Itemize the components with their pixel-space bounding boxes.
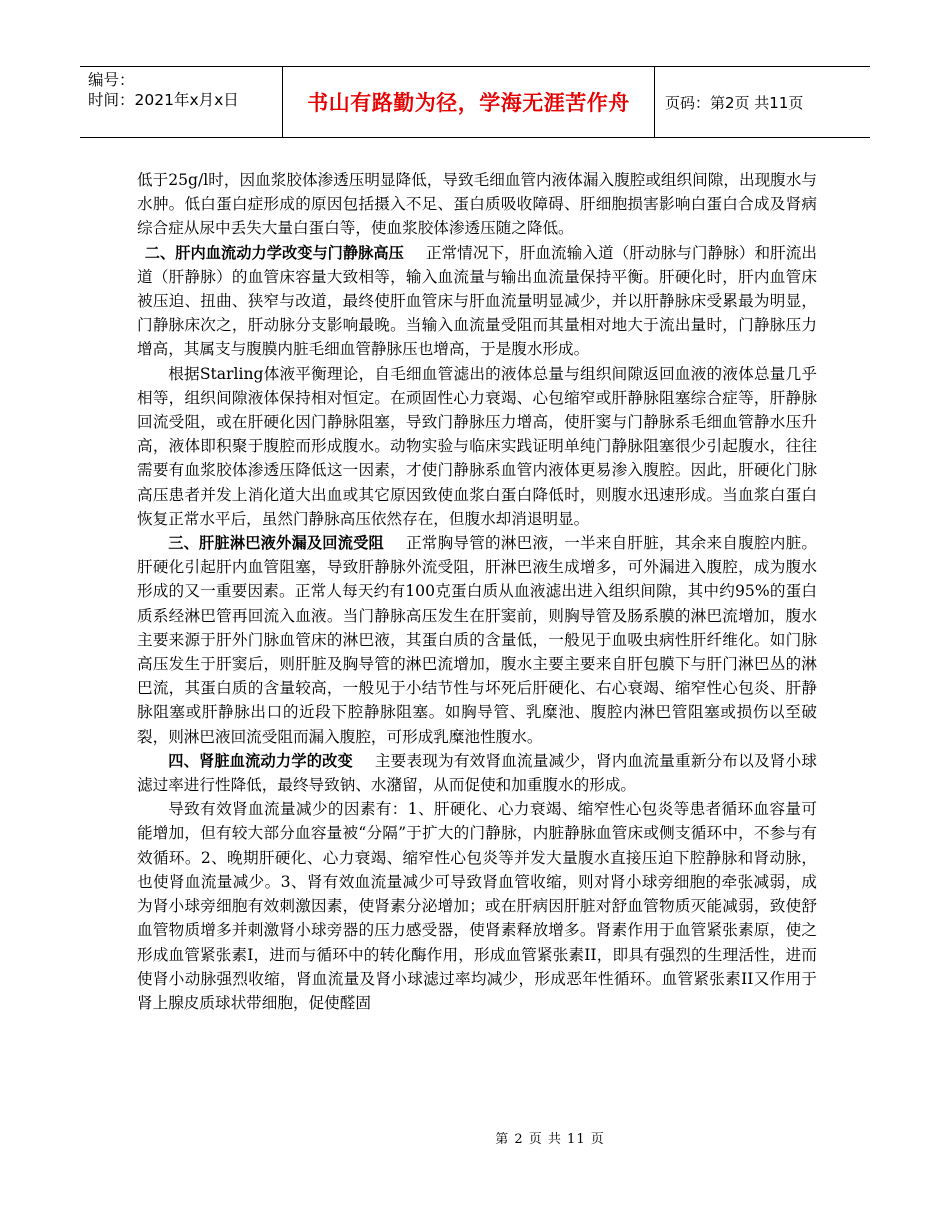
paragraph-5 bbox=[137, 749, 817, 797]
document-number-label: 编号： bbox=[88, 71, 135, 89]
paragraph-6: 导致有效肾血流量减少的因素有：1、肝硬化、心力衰竭、缩窄性心包炎等患者循环血容量可能增加，但有较大部分血容量被“分隔”于扩大的门静脉，内脏静脉血管床或侧支循环中，不参与有效循环。2、晚期肝硬化、心力衰竭、缩窄性心包炎等并发大量腹水直接压迫下腔静脉和肾动脉，也使肾血流量减少。3、肾有效血流量减少可导致肾血管收缩，则对肾小球旁细胞的牵张减弱，成为肾小球旁细胞有效刺激因素，使肾素分泌增加；或在肝病因肝脏对舒血管物质灭能减弱，致使舒血管物质增多并刺激肾小球旁器的压力感受器，使肾素释放增多。肾素作用于血管紧张素原，使之形成血管紧张素I，进而与循环中的转化酶作用，形成血管紧张素II，即具有强烈的生理活性，进而使肾小动脉强烈收缩，肾血流量及肾小球滤过率均减少，形成恶年性循环。血管紧张素II又作用于肾上腺皮质球状带细胞，促使醛固 bbox=[137, 800, 817, 1012]
document-body bbox=[137, 168, 817, 1015]
section-heading-3: 三、肝脏淋巴液外漏及回流受阻 bbox=[168, 534, 384, 553]
document-date-label: 时间：2021年x月x日 bbox=[88, 91, 239, 109]
paragraph-1: 低于25g/l时，因血浆胶体渗透压明显降低，导致毛细血管内液体漏入腹腔或组织间隙，出现腹水与水肿。低白蛋白症形成的原因包括摄入不足、蛋白质吸收障碍、肝细胞损害影响白蛋白合成及肾病综合症从尿中丢失大量白蛋白等，使血浆胶体渗透压随之降低。 bbox=[137, 171, 817, 238]
paragraph-2 bbox=[137, 241, 817, 362]
header-page-info: 页码：第2页 共11页 bbox=[665, 93, 804, 112]
paragraph-4-text: 正常胸导管的淋巴液，一半来自肝脏，其余来自腹腔内脏。肝硬化引起肝内血管阻塞，导致肝静脉外流受阻，肝淋巴液生成增多，可外漏进入腹腔，成为腹水形成的又一重要因素。正常人每天约有100克蛋白质从血液滤出进入组织间隙，其中约95%的蛋白质系经淋巴管再回流入血液。当门静脉高压发生在肝窦前，则胸导管及肠系膜的淋巴流增加，腹水主要来源于肝外门脉血管床的淋巴液，其蛋白质的含量低，一般见于血吸虫病性肝纤维化。如门脉高压发生于肝窦后，则肝脏及胸导管的淋巴流增加，腹水主要主要来自肝包膜下与肝门淋巴丛的淋巴流，其蛋白质的含量较高，一般见于小结节性与坏死后肝硬化、右心衰竭、缩窄性心包炎、肝静脉阻塞或肝静脉出口的近段下腔静脉阻塞。如胸导管、乳糜池、腹腔内淋巴管阻塞或损伤以至破裂，则淋巴液回流受阻而漏入腹腔，可形成乳糜池性腹水。 bbox=[137, 534, 817, 746]
header-motto: 书山有路勤为径，学海无涯苦作舟 bbox=[283, 67, 655, 137]
paragraph-2-text: 正常情况下，肝血流输入道（肝动脉与门静脉）和肝流出道（肝静脉）的血管床容量大致相等，输入血流量与输出血流量保持平衡。肝硬化时，肝内血管床被压迫、扭曲、狭窄与改道，最终使肝血管床与肝血流量明显减少，并以肝静脉床受累最为明显，门静脉床次之，肝动脉分支影响最晚。当输入血流量受阻而其量相对地大于流出量时，门静脉压力增高，其属支与腹膜内脏毛细血管静脉压也增高，于是腹水形成。 bbox=[137, 243, 817, 359]
header-meta bbox=[80, 67, 283, 137]
section-heading-4: 四、肾脏血流动力学的改变 bbox=[168, 751, 353, 770]
paragraph-3: 根据Starling体液平衡理论，自毛细血管滤出的液体总量与组织间隙返回血液的液体总量几乎相等，组织间隙液体保持相对恒定。在顽固性心力衰竭、心包缩窄或肝静脉阻塞综合症等，肝静脉回流受阻，或在肝硬化因门静脉阻塞，导致门静脉压力增高，使肝窦与门静脉系毛细血管静水压升高，液体即积聚于腹腔而形成腹水。动物实验与临床实践证明单纯门静脉阻塞很少引起腹水，往往需要有血浆胶体渗透压降低这一因素，才使门静脉系血管内液体更易渗入腹腔。因此，肝硬化门脉高压患者并发上消化道大出血或其它原因致使血浆白蛋白降低时，则腹水迅速形成。当血浆白蛋白恢复正常水平后，虽然门静脉高压依然存在，但腹水却消退明显。 bbox=[137, 364, 817, 528]
page-footer: 第 2 页 共 11 页 bbox=[495, 1132, 605, 1147]
page-header bbox=[80, 66, 870, 138]
paragraph-5-text: 主要表现为有效肾血流量减少，肾内血流量重新分布以及肾小球滤过率进行性降低，最终导致钠、水潴留，从而促使和加重腹水的形成。 bbox=[137, 751, 817, 795]
section-heading-2: 二、肝内血流动力学改变与门静脉高压 bbox=[144, 243, 404, 262]
paragraph-4 bbox=[137, 531, 817, 749]
